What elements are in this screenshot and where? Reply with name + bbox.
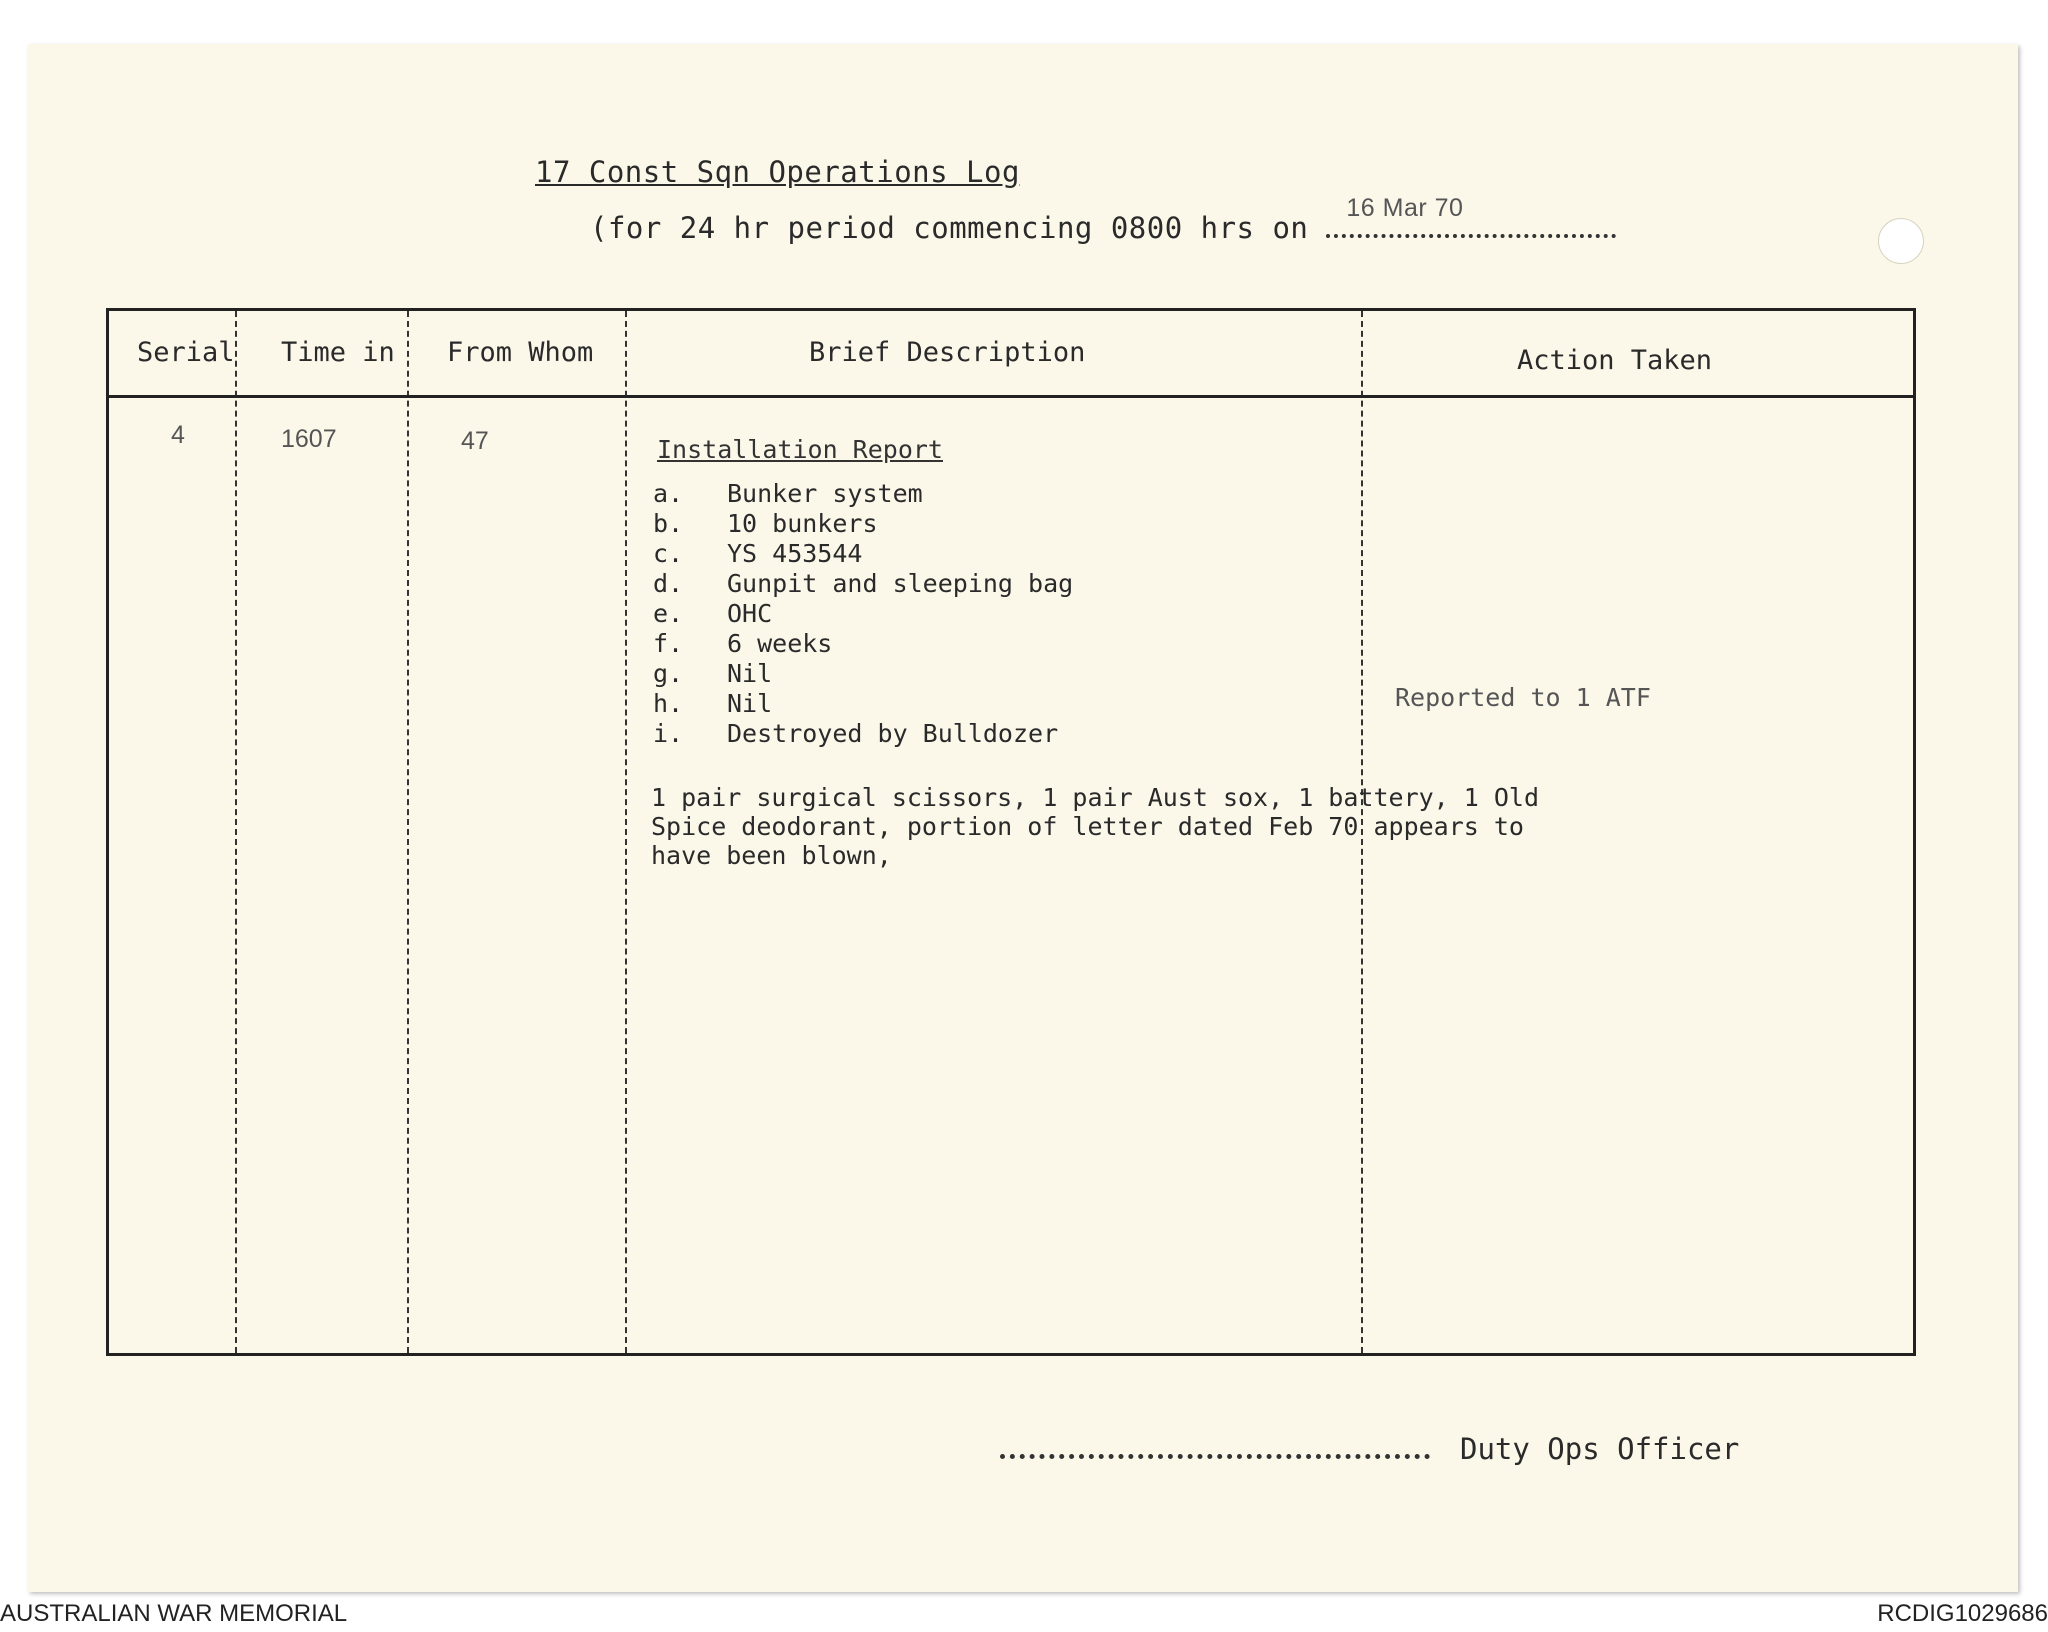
- from-whom-column: [407, 311, 627, 1353]
- date-value: 16 Mar 70: [1346, 194, 1464, 222]
- description-heading: Installation Report: [657, 435, 943, 464]
- table-header-row: [109, 311, 1913, 398]
- header-action-taken: Action Taken: [1517, 345, 1713, 376]
- list-item: g. Nil: [653, 659, 773, 688]
- list-item: c. YS 453544: [653, 539, 863, 568]
- signature-dots: [1000, 1434, 1430, 1459]
- serial-column: [109, 311, 237, 1353]
- signature-label: Duty Ops Officer: [1460, 1432, 1740, 1466]
- list-item: f. 6 weeks: [653, 629, 833, 658]
- installation-report-list: [653, 479, 1073, 749]
- header-brief-description: Brief Description: [809, 337, 1086, 368]
- signature-line: [1000, 1432, 1739, 1466]
- subtitle-prefix: (for 24 hr period commencing 0800 hrs on: [590, 211, 1309, 245]
- list-item: e. OHC: [653, 599, 773, 628]
- header-serial: Serial: [137, 337, 235, 368]
- date-field: [1326, 194, 1616, 238]
- list-item: a. Bunker system: [653, 479, 923, 508]
- entry-serial: 4: [171, 421, 185, 449]
- entry-from-whom: 47: [461, 427, 489, 455]
- document-subtitle: [590, 194, 1616, 245]
- list-item: h. Nil: [653, 689, 773, 718]
- action-taken-text: Reported to 1 ATF: [1395, 683, 1651, 712]
- list-item: d. Gunpit and sleeping bag: [653, 569, 1074, 598]
- list-item: i. Destroyed by Bulldozer: [653, 719, 1059, 748]
- list-item: b. 10 bunkers: [653, 509, 878, 538]
- time-in-column: [235, 311, 409, 1353]
- footer-catalogue-id: RCDIG1029686: [1877, 1600, 2048, 1627]
- footer-institution: AUSTRALIAN WAR MEMORIAL: [0, 1600, 348, 1627]
- entry-time-in: 1607: [281, 425, 337, 453]
- header-from-whom: From Whom: [447, 337, 594, 368]
- document-title: 17 Const Sqn Operations Log: [535, 155, 1020, 189]
- description-note: 1 pair surgical scissors, 1 pair Aust sox, 1 battery, 1 Old Spice deodorant, portion of letter dated Feb 70 appears to have been blown,: [651, 783, 1540, 870]
- operations-log-table: [106, 308, 1916, 1356]
- header-time-in: Time in: [281, 337, 395, 368]
- punch-hole: [1878, 218, 1924, 264]
